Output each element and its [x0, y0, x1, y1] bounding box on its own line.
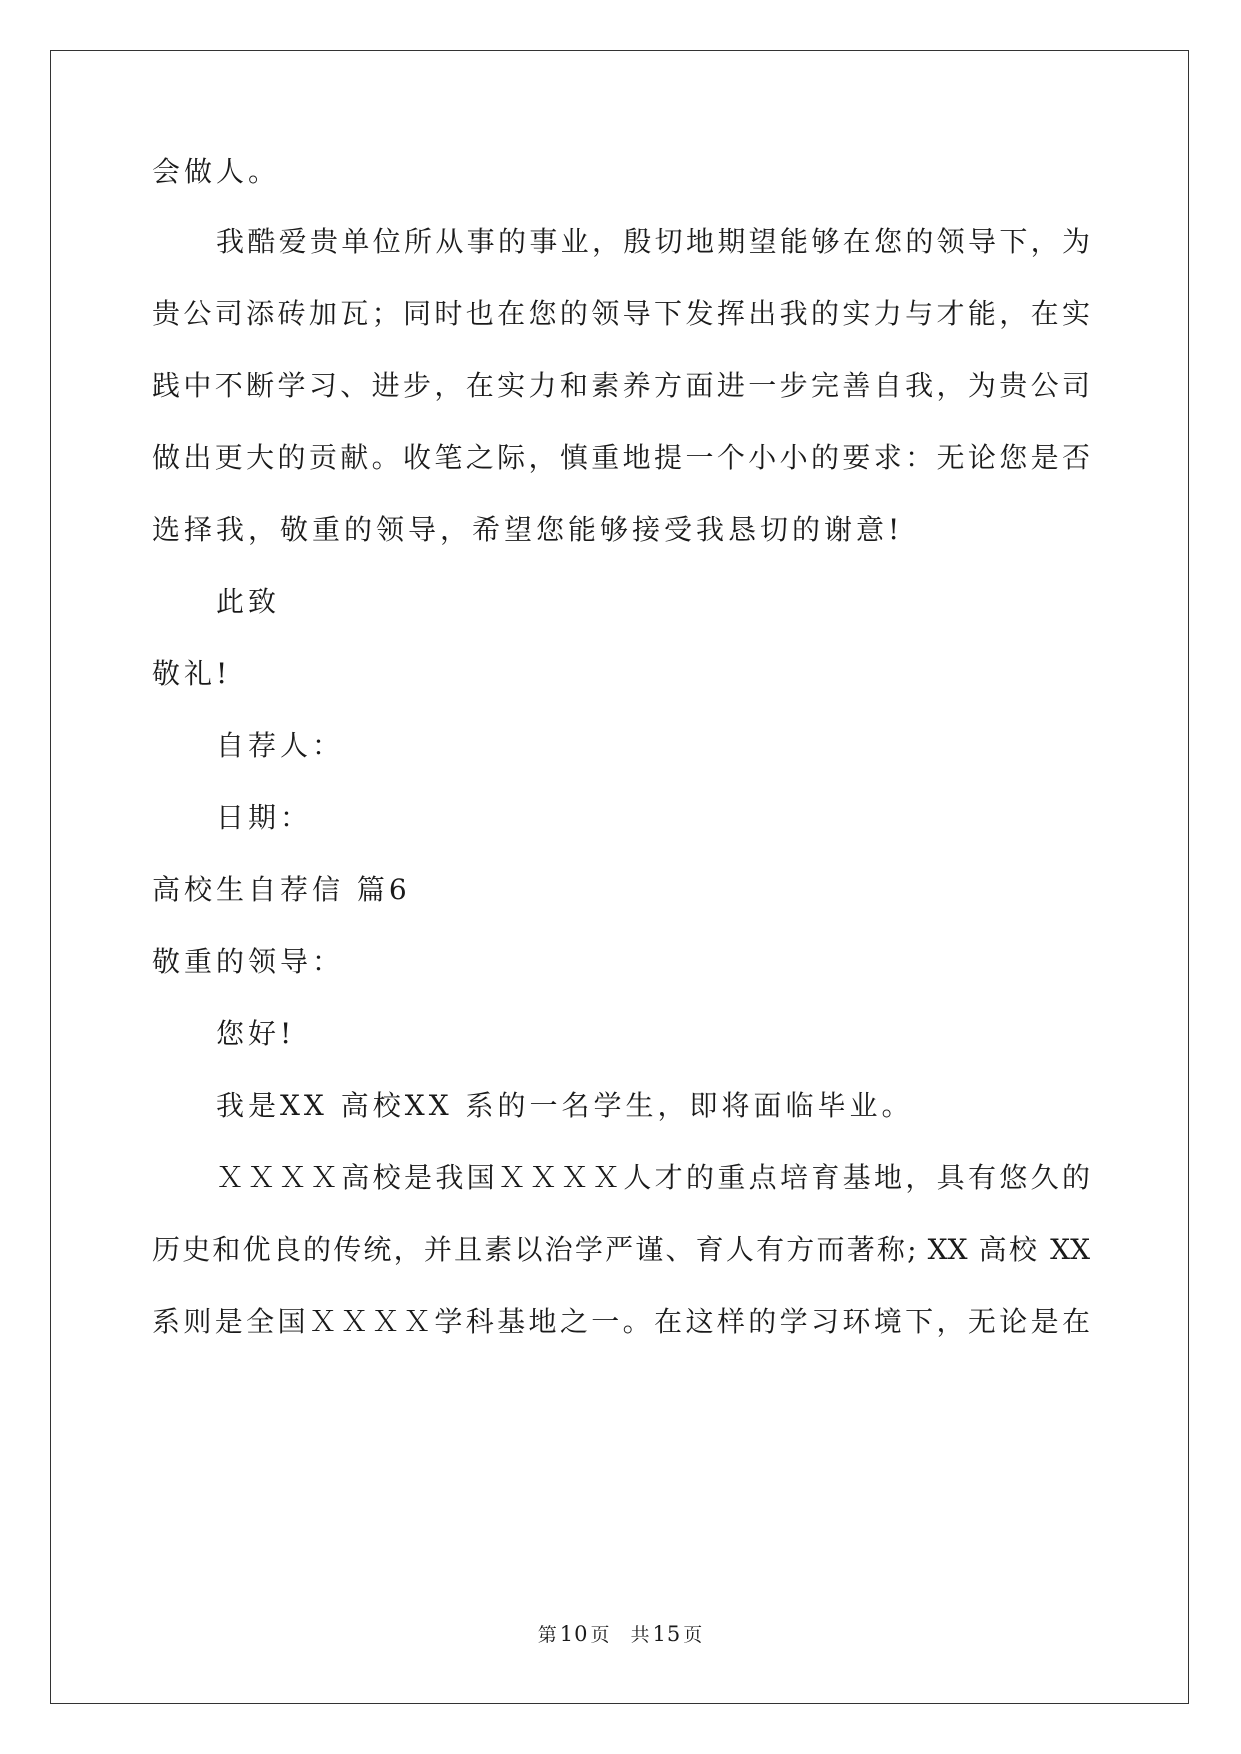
greeting-hello: 您好! — [216, 1017, 296, 1050]
text-line: 贵公司添砖加瓦；同时也在您的领导下发挥出我的实力与才能，在实 — [152, 297, 1090, 330]
text-line: 做出更大的贡献。收笔之际，慎重地提一个小小的要求：无论您是否 — [152, 441, 1090, 474]
current-page-number: 10 — [559, 1622, 589, 1646]
text-line: 会做人。 — [152, 155, 281, 188]
text-line: 历史和优良的传统，并且素以治学严谨、育人有方而著称; XX 高校 XX — [152, 1233, 1090, 1266]
page-suffix: 页 — [590, 1624, 611, 1646]
text-line: 选择我，敬重的领导，希望您能够接受我恳切的谢意! — [152, 513, 904, 546]
signature-label: 自荐人： — [216, 729, 345, 762]
page-prefix: 第 — [537, 1624, 558, 1646]
text-line: 践中不断学习、进步，在实力和素养方面进一步完善自我，为贵公司 — [152, 369, 1090, 402]
total-pages-number: 15 — [652, 1622, 682, 1646]
total-suffix: 页 — [683, 1624, 704, 1646]
page-footer — [0, 1620, 1241, 1649]
greeting: 敬重的领导： — [152, 945, 345, 978]
salutation-closing: 敬礼! — [152, 657, 232, 690]
text-line: 我是XX 高校XX 系的一名学生，即将面临毕业。 — [216, 1089, 914, 1122]
text-line: ＸＸＸＸ高校是我国ＸＸＸＸ人才的重点培育基地，具有悠久的 — [216, 1161, 1090, 1194]
text-line: 我酷爱贵单位所从事的事业，殷切地期望能够在您的领导下，为 — [216, 225, 1090, 258]
total-prefix: 共 — [630, 1624, 651, 1646]
section-title: 高校生自荐信 篇6 — [152, 873, 411, 906]
closing-phrase: 此致 — [216, 585, 281, 618]
text-line: 系则是全国ＸＸＸＸ学科基地之一。在这样的学习环境下，无论是在 — [152, 1305, 1090, 1338]
date-label: 日期： — [216, 801, 313, 834]
